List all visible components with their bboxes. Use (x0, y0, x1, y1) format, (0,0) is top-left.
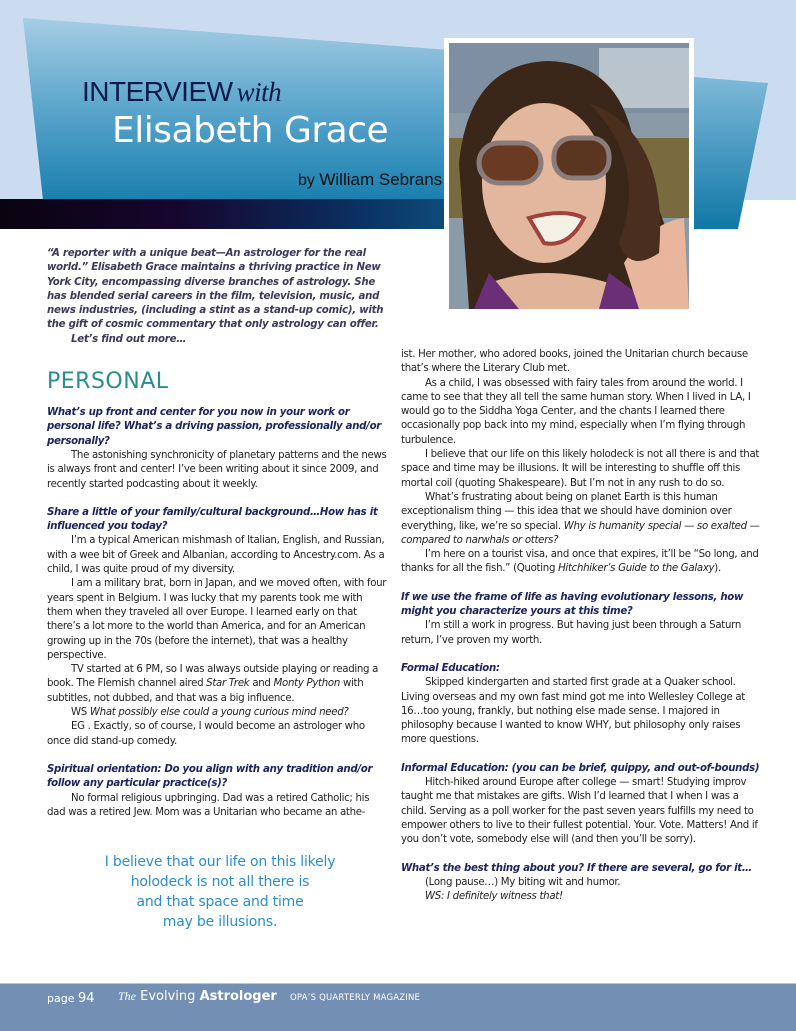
magazine-title (118, 989, 277, 1004)
kicker-interview: INTERVIEW (82, 76, 233, 107)
emphasis-run: Why is humanity special — so exalted — compared to narwhals or otters? (401, 520, 760, 546)
ws-comment-2: WS: I definitely witness that! (425, 891, 563, 903)
article-title: Elisabeth Grace (112, 110, 389, 151)
title-star-trek: Star Trek (206, 678, 250, 690)
answer-2-paragraph-3 (47, 663, 387, 706)
answer-3-start: No formal religious upbringing. Dad was a retired Catholic; his dad was a retired Jew. Mom was a Unitarian who became an athe- (47, 792, 370, 818)
header-side-panel (690, 60, 780, 235)
intro-closing: Let’s find out more… (71, 333, 187, 345)
byline-by: by (298, 172, 315, 189)
answer-1: The astonishing synchronicity of planetary patterns and the news is always front and center! I’ve been writing about it since 2009, and recently started podcasting about it weekly. (47, 449, 387, 490)
text-run: I’m here on a tourist visa, and once that expires, it’ll be “So long, and thanks for all the fish.” (Quoting (401, 549, 759, 575)
question-2: Share a little of your family/cultural background…How has it influenced you today? (47, 506, 378, 533)
answer-2-paragraph-1: I’m a typical American mishmash of Italian, English, and Russian, with a wee bit of Greek and Albanian, according to Ancestry.com. As a child, I was quite proud of my diversity. (47, 535, 385, 576)
answer-4: I’m still a work in progress. But having just been through a Saturn return, I’ve proven my worth. (401, 620, 741, 646)
magazine-evolving: Evolving (140, 989, 196, 1004)
kicker-with: with (236, 77, 282, 107)
text-run: with subtitles, not dubbed, and that was a big influence. (47, 678, 364, 704)
answer-3-paragraph-5 (401, 548, 761, 577)
text-run: and (249, 678, 274, 690)
ws-comment-text: What possibly else could a young curious mind need? (89, 707, 349, 719)
answer-3-paragraph-4 (401, 491, 761, 548)
page-number (47, 991, 95, 1006)
answer-5: Skipped kindergarten and started first grade at a Quaker school. Living overseas and my own fast mind got me into Wellesley College at 16…too young, frankly, but nothing else made sense. I majored in philosophy because I wanted to know WHY, but philosophy only raises more questions. (401, 677, 745, 746)
question-4: If we use the frame of life as having evolutionary lessons, how might you characterize yours at this time? (401, 591, 744, 618)
intro-text: “A reporter with a unique beat—An astrologer for the real world.” Elisabeth Grace maintains a thriving practice in New York City, encompassing diverse branches of astrology. She has blended serial careers in the film, television, music, and news industries, (including a stint as a stand-up comic), with the gift of cosmic commentary that only astrology can offer. (47, 248, 384, 331)
byline-author: William Sebrans (319, 170, 443, 189)
page-footer (0, 983, 796, 1031)
answer-2-paragraph-2: I am a military brat, born in Japan, and we moved often, with four years spent in Belgium. I was lucky that my parents took me with them when they traveled all over Europe. I learned early on that there’s a lot more to the world than America, and for an American growing up in the 70s (before the internet), that was a healthy perspective. (47, 578, 387, 661)
magazine-the: The (118, 989, 136, 1003)
text-run: ). (714, 563, 721, 575)
right-column (401, 348, 761, 904)
pull-quote-line: may be illusions. (162, 914, 278, 930)
page-number-value: 94 (77, 991, 95, 1006)
pull-quote-line: and that space and time (136, 894, 304, 910)
pull-quote-line: I believe that our life on this likely (104, 854, 336, 870)
article-kicker (82, 76, 281, 108)
answer-6: Hitch-hiked around Europe after college — smart! Studying improv taught me that mistakes are gifts. Wish I’d learned that I when I was a child. Serving as a poll worker for the past seven years fulfills my need to empower others to live to their fullest potential. Your. Vote. Matters! And if you don’t vote, somebody else will (and then you’ll be sorry). (401, 777, 758, 846)
title-hitchhikers-guide: Hitchhiker’s Guide to the Galaxy (558, 563, 715, 575)
answer-7: (Long pause…) My biting wit and humor. (425, 876, 621, 888)
intro-standfirst (47, 247, 387, 347)
question-7: What’s the best thing about you? If there are several, go for it… (401, 862, 752, 874)
speaker-ws: WS (71, 707, 90, 719)
ws-comment-1 (47, 706, 387, 720)
text-run: What’s frustrating about being on planet Earth is this human exceptionalism thing — this idea that we should have dominion over everything, like, we’re so special. (401, 491, 732, 532)
magazine-astrologer: Astrologer (199, 989, 277, 1004)
page-label: page (47, 992, 75, 1005)
pull-quote-line: holodeck is not all there is (130, 874, 310, 890)
text-run: TV started at 6 PM, so I was always outside playing or reading a book. The Flemish channel aired (47, 664, 379, 690)
title-monty-python: Monty Python (273, 678, 341, 690)
question-1: What’s up front and center for you now in your work or personal life? What’s a driving passion, professionally and/or personally? (47, 407, 381, 447)
eg-response-1: EG . Exactly, so of course, I would become an astrologer who once did stand-up comedy. (47, 721, 365, 747)
pull-quote (62, 852, 378, 932)
answer-3-paragraph-3: I believe that our life on this likely holodeck is not all there is and that space and time may be illusions. It will be interesting to shuffle off this mortal coil (quoting Shakespeare). But I’m not in any rush to do so. (401, 449, 760, 489)
magazine-tagline: OPA’S QUARTERLY MAGAZINE (290, 993, 421, 1003)
byline (298, 170, 442, 190)
header-dark-band (0, 199, 444, 229)
question-6: Informal Education: (you can be brief, quippy, and out-of-bounds) (401, 762, 760, 774)
portrait-photo (449, 43, 689, 309)
section-heading-personal: PERSONAL (47, 369, 169, 395)
left-column (47, 247, 387, 820)
answer-3-paragraph-2: As a child, I was obsessed with fairy tales from around the world. I came to see that they all tell the same human story. When I lived in LA, I would go to the Siddha Yoga Center, and the chants I learned there occasionally pop back into my mind, especially when I’m flying through turbulence. (401, 377, 751, 446)
question-3: Spiritual orientation: Do you align with any tradition and/or follow any particular practice(s)? (47, 763, 373, 790)
portrait-illustration (449, 43, 689, 309)
answer-3-continued: ist. Her mother, who adored books, joined the Unitarian church because that’s where the Literary Club met. (401, 349, 748, 375)
question-5: Formal Education: (401, 662, 500, 674)
